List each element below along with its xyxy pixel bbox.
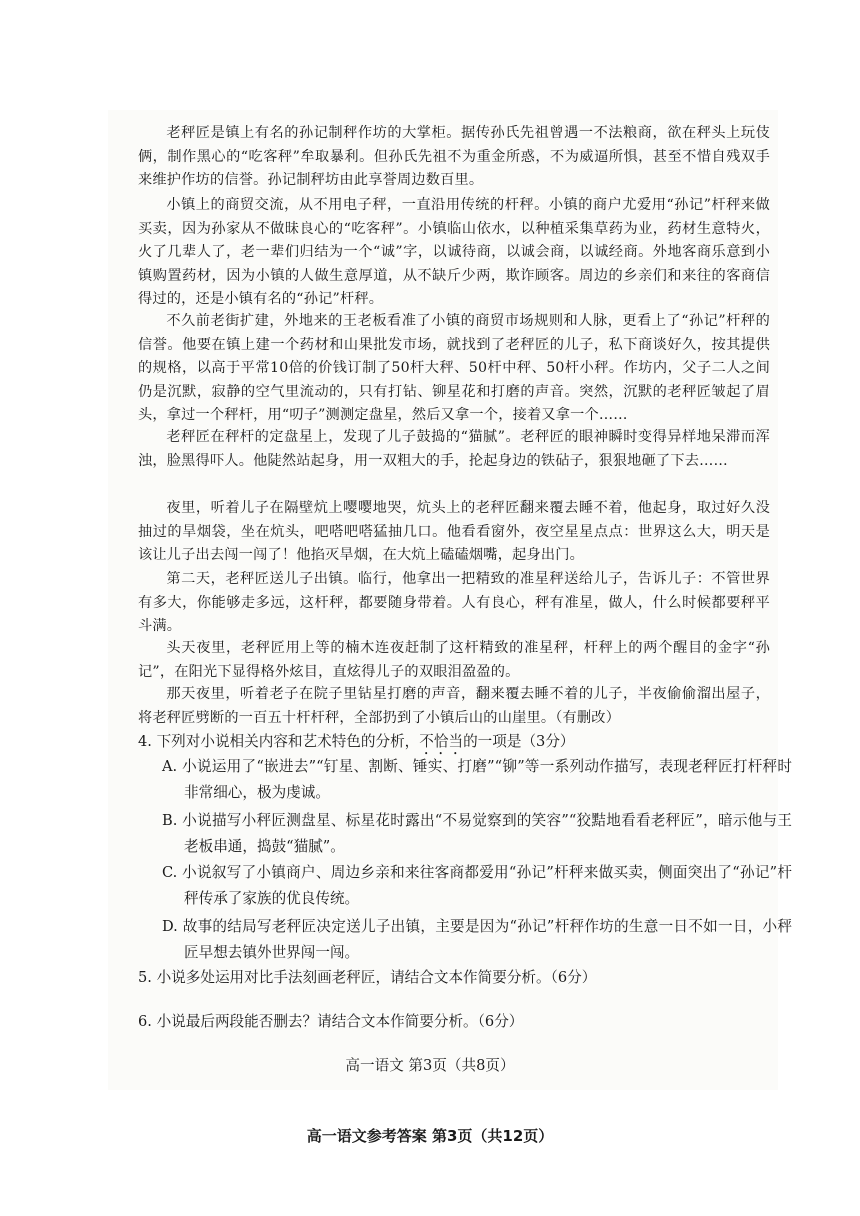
- question-6: 6. 小说最后两段能否删去？请结合文本作简要分析。（6分）: [138, 1013, 524, 1030]
- passage-paragraph-6: 第二天，老秤匠送儿子出镇。临行，他拿出一把精致的准星秤送给儿子，告诉儿子：不管世界有多大，你能够走多远，这杆秤，都要随身带着。人有良心，秤有准星，做人，什么时候都要秤平斗满。: [138, 571, 770, 634]
- passage-paragraph-5: 夜里，听着儿子在隔壁炕上嘤嘤地哭，炕头上的老秤匠翻来覆去睡不着，他起身，取过好久没抽过的旱烟袋，坐在炕头，吧嗒吧嗒猛抽几口。他看看窗外，夜空星星点点：世界这么大，明天是该让儿子出去闯一闯了！他掐灭旱烟，在大炕上磕磕烟嘴，起身出门。: [138, 500, 770, 563]
- question-4-emphasis: 不恰当: [419, 733, 464, 750]
- question-4-option-a: A. 小说运用了“嵌进去”“钉星、割断、锤实、打磨”“铆”等一系列动作描写，表现老秤匠打杆秤时非常细心，极为虔诚。: [162, 758, 792, 801]
- passage-paragraph-3: 不久前老街扩建，外地来的王老板看准了小镇的商贸市场规则和人脉，更看上了“孙记”杆秤的信誉。他要在镇上建一个药材和山果批发市场，就找到了老秤匠的儿子，私下商谈好久，按其提供的规格，以高于平常10倍的价钱订制了50杆大秤、50杆中秤、50杆小秤。作坊内，父子二人之间仍是沉默，寂静的空气里流动的，只有打钻、铆星花和打磨的声音。突然，沉默的老秤匠皱起了眉头，拿过一个秤杆，用“叨子”测测定盘星，然后又拿一个，接着又拿一个……: [138, 313, 770, 423]
- answer-key-footer: 高一语文参考答案 第3页（共12页）: [306, 1127, 554, 1145]
- passage-paragraph-2: 小镇上的商贸交流，从不用电子秤，一直沿用传统的杆秤。小镇的商户尤爱用“孙记”杆秤来做买卖，因为孙家从不做昧良心的“吃客秤”。小镇临山依水，以种植采集草药为业，药材生意特火，火了几辈人了，老一辈们归结为一个“诚”字，以诚待商，以诚会商，以诚经商。外地客商乐意到小镇购置药材，因为小镇的人做生意厚道，从不缺斤少两，欺诈顾客。周边的乡亲们和来往的客商信得过的，还是小镇有名的“孙记”杆秤。: [138, 197, 770, 307]
- question-5: 5. 小说多处运用对比手法刻画老秤匠，请结合文本作简要分析。（6分）: [138, 969, 597, 986]
- passage-paragraph-8: 那天夜里，听着老子在院子里钻星打磨的声音，翻来覆去睡不着的儿子，半夜偷偷溜出屋子，将老秤匠劈断的一百五十杆杆秤，全部扔到了小镇后山的山崖里。（有删改）: [138, 686, 770, 726]
- question-4-text-before: 4. 下列对小说相关内容和艺术特色的分析，: [138, 733, 420, 750]
- passage-paragraph-7: 头天夜里，老秤匠用上等的楠木连夜赶制了这杆精致的准星秤，杆秤上的两个醒目的金字“孙记”，在阳光下显得格外炫目，直炫得儿子的双眼泪盈盈的。: [138, 640, 770, 680]
- question-4-option-d: D. 故事的结局写老秤匠决定送儿子出镇，主要是因为“孙记”杆秤作坊的生意一日不如一日，小秤匠早想去镇外世界闯一闯。: [162, 918, 792, 961]
- exam-page-footer: 高一语文 第3页（共8页）: [345, 1057, 515, 1074]
- question-4-option-b: B. 小说描写小秤匠测盘星、标星花时露出“不易觉察到的笑容”“狡黠地看看老秤匠”，暗示他与王老板串通，捣鼓“猫腻”。: [162, 812, 792, 855]
- question-4-text-after: 的一项是（3分）: [463, 733, 575, 750]
- passage-paragraph-1: 老秤匠是镇上有名的孙记制秤作坊的大掌柜。据传孙氏先祖曾遇一不法粮商，欲在秤头上玩伎俩，制作黑心的“吃客秤”牟取暴利。但孙氏先祖不为重金所惑，不为威逼所惧，甚至不惜自残双手来维护作坊的信誉。孙记制秤坊由此享誉周边数百里。: [138, 125, 770, 188]
- passage-paragraph-4: 老秤匠在秤杆的定盘星上，发现了儿子鼓捣的“猫腻”。老秤匠的眼神瞬时变得异样地呆滞而浑浊，脸黑得吓人。他陡然站起身，用一双粗大的手，抡起身边的铁砧子，狠狠地砸了下去……: [138, 429, 770, 469]
- question-4-option-c: C. 小说叙写了小镇商户、周边乡亲和来往客商都爱用“孙记”杆秤来做买卖，侧面突出了“孙记”杆秤传承了家族的优良传统。: [162, 864, 792, 907]
